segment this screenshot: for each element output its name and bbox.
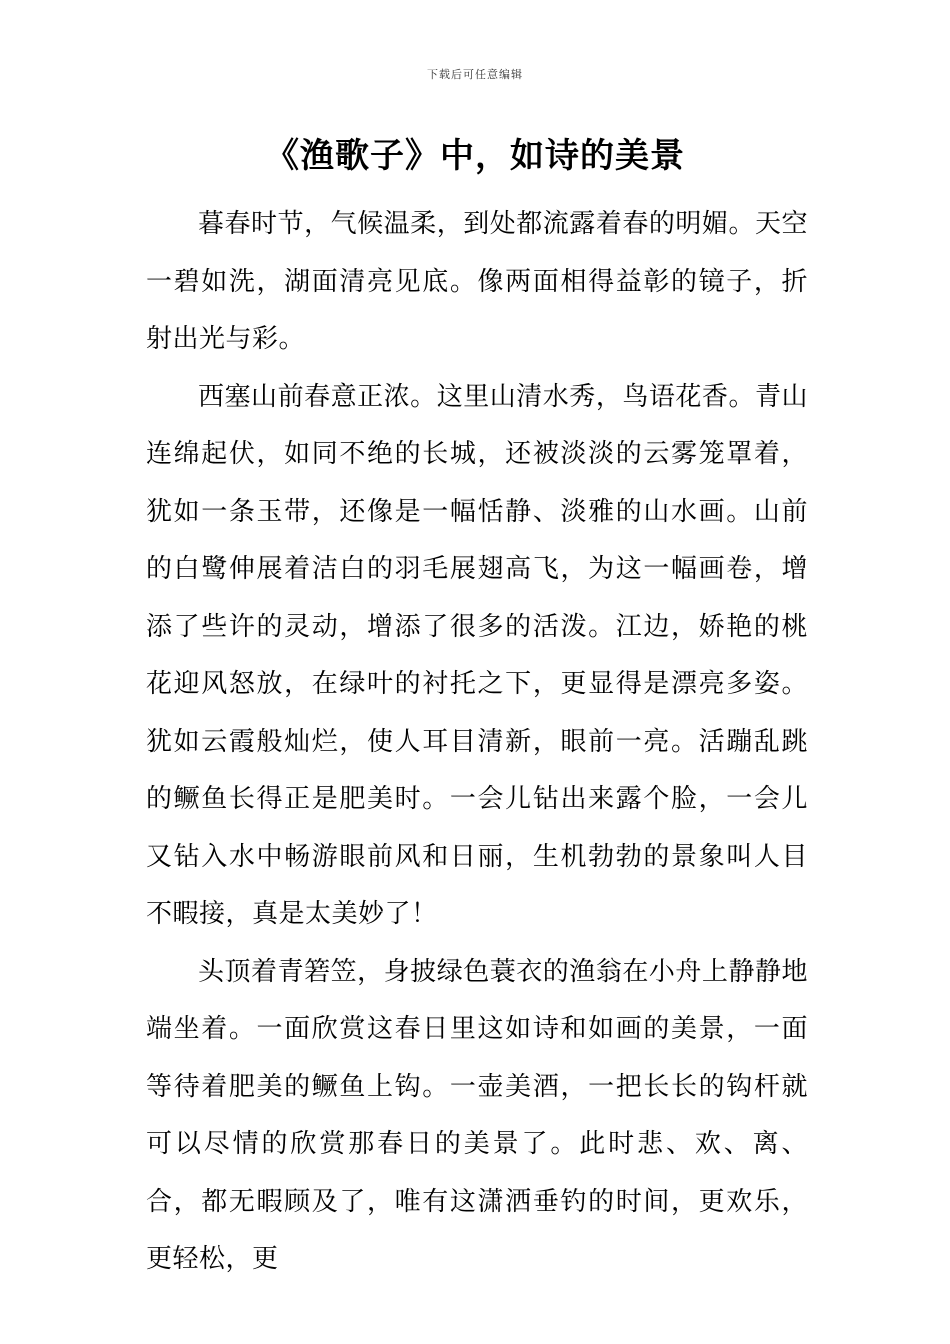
document-title: 《渔歌子》中，如诗的美景 <box>265 136 685 176</box>
paragraph-2: 西塞山前春意正浓。这里山清水秀，鸟语花香。青山连绵起伏，如同不绝的长城，还被淡淡的云雾笼罩着，犹如一条玉带，还像是一幅恬静、淡雅的山水画。山前的白鹭伸展着洁白的羽毛展翅高飞，为这一幅画卷，增添了些许的灵动，增添了很多的活泼。江边，娇艳的桃花迎风怒放，在绿叶的衬托之下，更显得是漂亮多姿。犹如云霞般灿烂，使人耳目清新，眼前一亮。活蹦乱跳的鳜鱼长得正是肥美时。一会儿钻出来露个脸，一会儿又钻入水中畅游眼前风和日丽，生机勃勃的景象叫人目不暇接，真是太美妙了！ <box>146 381 808 929</box>
paragraph-3: 头顶着青箬笠，身披绿色蓑衣的渔翁在小舟上静静地端坐着。一面欣赏这春日里这如诗和如画的美景，一面等待着肥美的鳜鱼上钩。一壶美酒，一把长长的钩杆就可以尽情的欣赏那春日的美景了。此时悲、欢、离、合，都无暇顾及了，唯有这潇洒垂钓的时间，更欢乐，更轻松，更 <box>146 956 808 1274</box>
paragraph-1: 暮春时节，气候温柔，到处都流露着春的明媚。天空一碧如洗，湖面清亮见底。像两面相得益彰的镜子，折射出光与彩。 <box>146 209 808 354</box>
document-body <box>146 196 808 1289</box>
header-note: 下载后可任意编辑 <box>427 68 523 81</box>
